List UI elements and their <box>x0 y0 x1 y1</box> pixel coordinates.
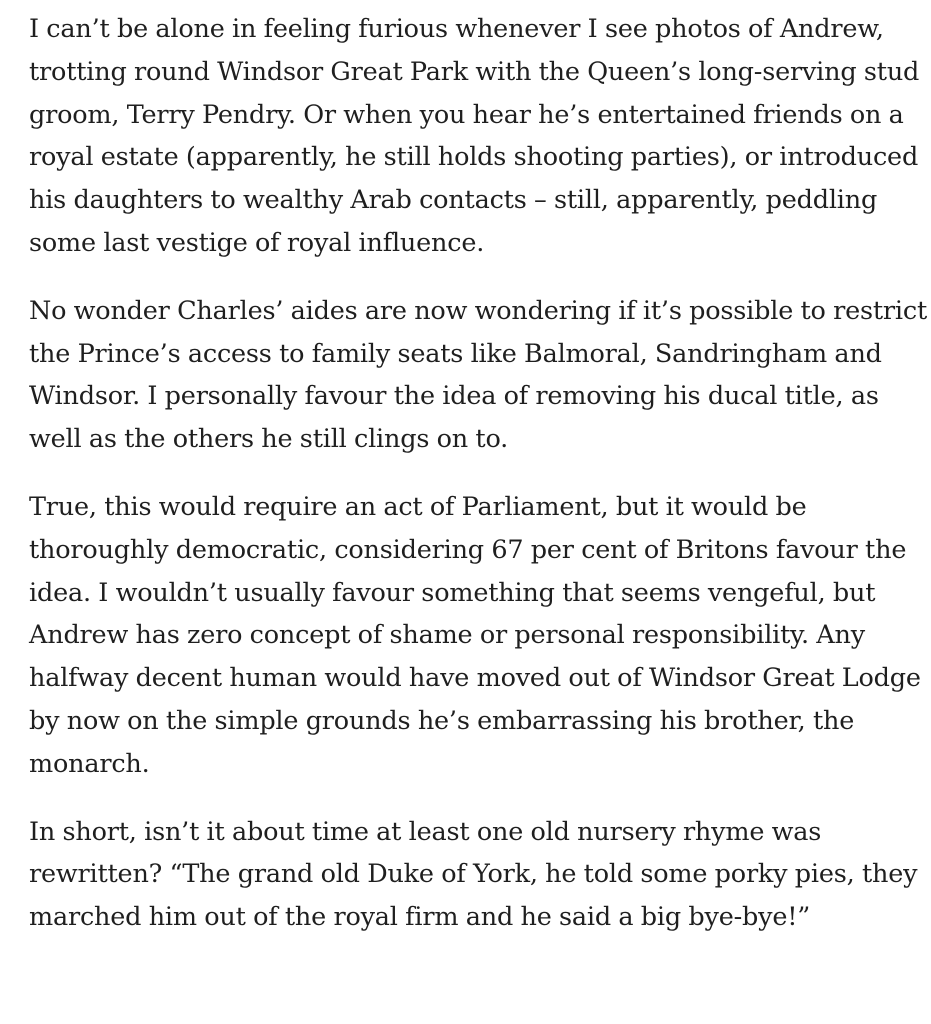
paragraph-4: In short, isn’t it about time at least one old nursery rhyme was rewritten? “The grand old Duke of York, he told some porky pies, they marched him out of the royal firm and he said a big bye-bye!” <box>29 816 918 933</box>
paragraph-3: True, this would require an act of Parliament, but it would be thoroughly democratic, considering 67 per cent of Britons favour the idea. I wouldn’t usually favour something that seems vengeful, but Andrew has zero concept of shame or personal responsibility. Any halfway decent human would have moved out of Windsor Great Lodge by now on the simple grounds he’s embarrassing his brother, the monarch. <box>29 491 921 779</box>
paragraph-2: No wonder Charles’ aides are now wondering if it’s possible to restrict the Prince’s access to family seats like Balmoral, Sandringham and Windsor. I personally favour the idea of removing his ducal title, as well as the others he still clings on to. <box>29 295 928 455</box>
paragraph-1: I can’t be alone in feeling furious whenever I see photos of Andrew, trotting round Windsor Great Park with the Queen’s long-serving stud groom, Terry Pendry. Or when you hear he’s entertained friends on a royal estate (apparently, he still holds shooting parties), or introduced his daughters to wealthy Arab contacts – still, apparently, peddling some last vestige of royal influence. <box>29 14 920 258</box>
article-body <box>29 8 929 964</box>
